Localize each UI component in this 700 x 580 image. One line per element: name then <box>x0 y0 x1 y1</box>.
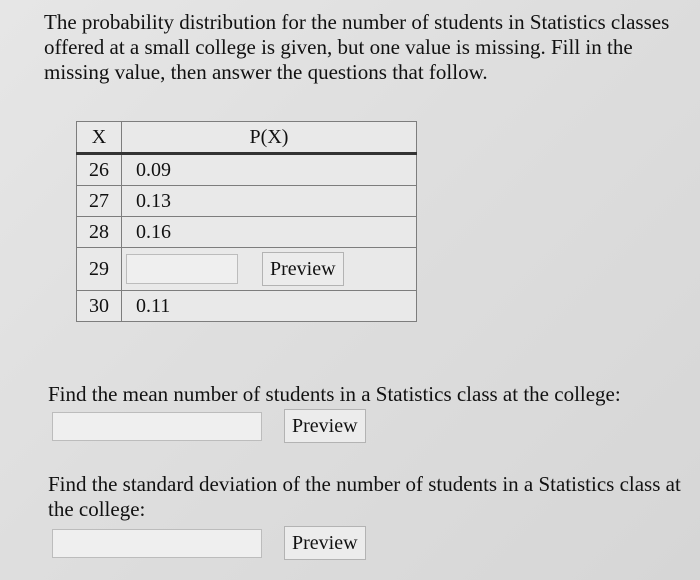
preview-button-missing[interactable]: Preview <box>262 252 344 286</box>
x-value: 29 <box>77 248 122 291</box>
header-px: P(X) <box>122 122 417 154</box>
sd-answer-row <box>52 526 366 560</box>
x-value: 30 <box>77 291 122 322</box>
mean-answer-row <box>52 409 366 443</box>
header-x: X <box>77 122 122 154</box>
p-value: 0.13 <box>122 186 417 217</box>
p-value: 0.16 <box>122 217 417 248</box>
table-row <box>77 291 417 322</box>
preview-button-sd[interactable]: Preview <box>284 526 366 560</box>
p-missing-cell <box>122 248 417 291</box>
p-value: 0.09 <box>122 154 417 186</box>
probability-table <box>76 121 417 322</box>
table-row-missing <box>77 248 417 291</box>
sd-question: Find the standard deviation of the number of students in a Statistics class at the college: <box>48 472 681 521</box>
table-row <box>77 154 417 186</box>
missing-probability-input[interactable] <box>126 254 238 284</box>
sd-input[interactable] <box>52 529 262 558</box>
table-row <box>77 186 417 217</box>
problem-intro: The probability distribution for the number of students in Statistics classes offered at a small college is given, but one value is missing. Fill in the missing value, then answer the questions that follow. <box>44 10 670 84</box>
p-value: 0.11 <box>122 291 417 322</box>
table-row <box>77 217 417 248</box>
x-value: 27 <box>77 186 122 217</box>
table-header-row <box>77 122 417 154</box>
x-value: 28 <box>77 217 122 248</box>
preview-button-mean[interactable]: Preview <box>284 409 366 443</box>
x-value: 26 <box>77 154 122 186</box>
mean-question: Find the mean number of students in a Statistics class at the college: <box>48 382 621 406</box>
mean-input[interactable] <box>52 412 262 441</box>
